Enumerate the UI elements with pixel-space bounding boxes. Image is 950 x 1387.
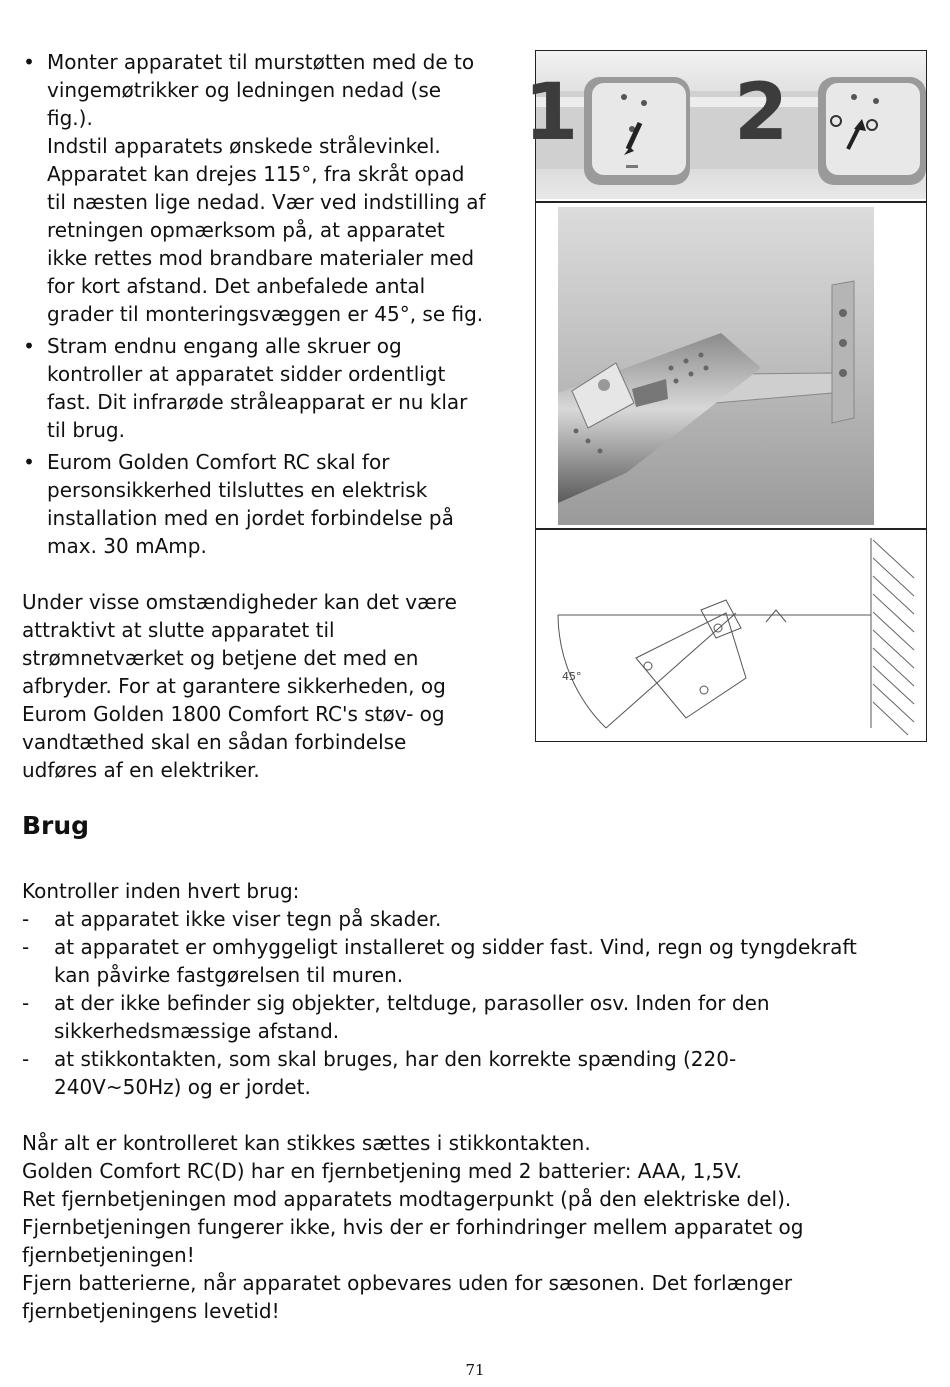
text-line: installation med en jordet forbindelse på <box>47 506 454 530</box>
text-line: vandtæthed skal en sådan forbindelse <box>22 730 407 754</box>
text-line: til brug. <box>47 418 125 442</box>
text-line: udføres af en elektriker. <box>22 758 260 782</box>
text-line: for kort afstand. Det anbefalede antal <box>47 274 426 298</box>
text-line: Fjernbetjeningen fungerer ikke, hvis der er forhindringer mellem apparatet og <box>22 1215 804 1239</box>
page-number: 71 <box>465 1361 485 1379</box>
electrician-paragraph <box>22 588 522 784</box>
dash-marker: - <box>22 935 30 959</box>
checklist-item <box>22 905 922 933</box>
text-line: Når alt er kontrolleret kan stikkes sættes i stikkontakten. <box>22 1131 591 1155</box>
step-number-2: 2 <box>734 68 789 158</box>
text-line: fig.). <box>47 106 93 130</box>
bullet-item <box>22 332 522 444</box>
text-line: 240V~50Hz) og er jordet. <box>54 1075 311 1099</box>
bullet-list <box>22 48 522 564</box>
text-line: fjernbetjeningen! <box>22 1243 195 1267</box>
text-line: Kontroller inden hvert brug: <box>22 879 300 903</box>
text-line: strømnetværket og betjene det med en <box>22 646 419 670</box>
text-line: attraktivt at slutte apparatet til <box>22 618 335 642</box>
bullet-item <box>22 448 522 560</box>
dash-marker: - <box>22 991 30 1015</box>
text-line: til næsten lige nedad. Vær ved indstilling af <box>47 190 486 214</box>
text-line: Under visse omstændigheder kan det være <box>22 590 457 614</box>
checklist <box>22 905 922 1101</box>
angle-diagram <box>536 528 926 741</box>
text-line: sikkerhedsmæssige afstand. <box>54 1019 340 1043</box>
installation-figure <box>524 50 927 742</box>
text-line: kan påvirke fastgørelsen til muren. <box>54 963 404 987</box>
text-line: kontroller at apparatet sidder ordentligt <box>47 362 446 386</box>
bullet-dot: • <box>23 450 35 474</box>
checklist-item <box>22 989 922 1045</box>
dash-marker: - <box>22 907 30 931</box>
text-line: retningen opmærksom på, at apparatet <box>47 218 445 242</box>
text-line: Eurom Golden Comfort RC skal for <box>47 450 390 474</box>
angle-label: 45° <box>562 670 582 683</box>
bullet-dot: • <box>23 50 35 74</box>
text-line: grader til monteringsvæggen er 45°, se fig. <box>47 302 484 326</box>
remote-control-paragraph <box>22 1129 932 1325</box>
checklist-item <box>22 1045 922 1101</box>
text-line: Apparatet kan drejes 115°, fra skråt opad <box>47 162 465 186</box>
heater-photo <box>536 201 926 530</box>
text-line: at stikkontakten, som skal bruges, har den korrekte spænding (220- <box>54 1047 737 1071</box>
text-line: fast. Dit infrarøde stråleapparat er nu klar <box>47 390 468 414</box>
text-line: at der ikke befinder sig objekter, teltduge, parasoller osv. Inden for den <box>54 991 770 1015</box>
text-line: Eurom Golden 1800 Comfort RC's støv- og <box>22 702 445 726</box>
text-line: Fjern batterierne, når apparatet opbevares uden for sæsonen. Det forlænger <box>22 1271 793 1295</box>
section-heading: Brug <box>22 811 90 840</box>
text-line: at apparatet ikke viser tegn på skader. <box>54 907 442 931</box>
step-number-1: 1 <box>524 68 579 158</box>
text-line: at apparatet er omhyggeligt installeret og sidder fast. Vind, regn og tyngdekraft <box>54 935 857 959</box>
text-line: Ret fjernbetjeningen mod apparatets modtagerpunkt (på den elektriske del). <box>22 1187 792 1211</box>
text-line: Stram endnu engang alle skruer og <box>47 334 402 358</box>
text-line: fjernbetjeningens levetid! <box>22 1299 280 1323</box>
checklist-intro <box>22 877 299 905</box>
bullet-dot: • <box>23 334 35 358</box>
step-illustrations <box>524 51 926 199</box>
bullet-item <box>22 48 522 328</box>
text-line: max. 30 mAmp. <box>47 534 207 558</box>
text-line: afbryder. For at garantere sikkerheden, og <box>22 674 446 698</box>
text-line: ikke rettes mod brandbare materialer med <box>47 246 475 270</box>
text-line: Monter apparatet til murstøtten med de to <box>47 50 475 74</box>
text-line: Golden Comfort RC(D) har en fjernbetjening med 2 batterier: AAA, 1,5V. <box>22 1159 742 1183</box>
checklist-item <box>22 933 922 989</box>
text-line: Indstil apparatets ønskede strålevinkel. <box>47 134 441 158</box>
dash-marker: - <box>22 1047 30 1071</box>
text-line: vingemøtrikker og ledningen nedad (se <box>47 78 442 102</box>
text-line: personsikkerhed tilsluttes en elektrisk <box>47 478 428 502</box>
